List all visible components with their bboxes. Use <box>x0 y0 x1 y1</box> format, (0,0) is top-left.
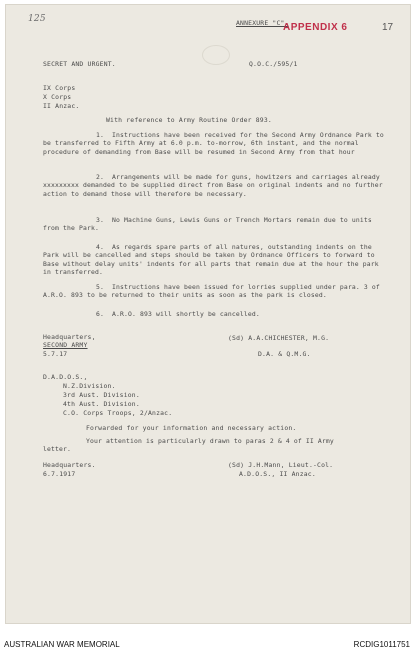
paragraph-2 <box>43 173 385 198</box>
sig2-date: 6.7.1917 <box>43 470 76 478</box>
hq-line-1: Headquarters, <box>43 333 96 341</box>
paragraph-4 <box>43 243 385 277</box>
paragraph-text: Arrangements will be made for guns, howitzers and carriages already xxxxxxxxx demanded to be supplied direct from Base on original indents and no further action to demand those will therefore be necessary. <box>43 173 383 198</box>
paragraph-5 <box>43 283 385 300</box>
embossed-stamp <box>202 45 230 65</box>
paragraph-3 <box>43 216 385 233</box>
page-number: 17 <box>382 22 394 33</box>
sig1-title: D.A. & Q.M.G. <box>258 350 311 358</box>
paragraph-text: A.R.O. 893 will shortly be cancelled. <box>112 310 260 318</box>
distribution-1: D.A.D.O.S., <box>43 373 88 381</box>
classification-text: SECRET AND URGENT. <box>43 60 116 68</box>
paragraph-6 <box>43 310 385 318</box>
reference-number: Q.O.C./595/1 <box>249 60 298 68</box>
hq-line-2: SECOND ARMY <box>43 341 88 349</box>
appendix-stamp: APPENDIX 6 <box>283 22 348 33</box>
sig1-date: 5.7.17 <box>43 350 68 358</box>
sig2-signed: (Sd) J.H.Mann, Lieut.-Col. <box>228 461 334 469</box>
sig2-hq: Headquarters. <box>43 461 96 469</box>
paragraph-number: 4. <box>96 243 104 251</box>
footer-catalogue-id: RCDIG1011751 <box>353 640 410 649</box>
annexure-heading: ANNEXURE "C". <box>236 19 289 27</box>
addressee-3: II Anzac. <box>43 102 80 110</box>
intro-line: With reference to Army Routine Order 893. <box>106 116 272 124</box>
paragraph-number: 2. <box>96 173 104 181</box>
paragraph-number: 3. <box>96 216 104 224</box>
attention-line: Your attention is particularly drawn to paras 2 & 4 of II Army letter. <box>43 437 334 454</box>
paragraph-number: 1. <box>96 131 104 139</box>
sig2-title: A.D.O.S., II Anzac. <box>239 470 316 478</box>
distribution-5: C.O. Corps Troops, 2/Anzac. <box>63 409 173 417</box>
paragraph-text: Instructions have been received for the Second Army Ordnance Park to be transferred to Fifth Army at 6.0 p.m. to-morrow, 6th instant, and the normal procedure of demanding from Base will be resumed in Second Army from that hour <box>43 131 384 156</box>
footer-institution: AUSTRALIAN WAR MEMORIAL <box>4 640 120 649</box>
paragraph-text: As regards spare parts of all natures, outstanding indents on the Park will be cancelled and steps should be taken by Ordnance Officers to forward to Base without delay units' indents for all parts that remain due at the hour the park in transferred. <box>43 243 379 277</box>
distribution-4: 4th Aust. Division. <box>63 400 140 408</box>
document-page <box>5 4 411 624</box>
forwarded-line: Forwarded for your information and necessary action. <box>86 424 297 432</box>
paragraph-number: 6. <box>96 310 104 318</box>
distribution-2: N.Z.Division. <box>63 382 116 390</box>
addressee-1: IX Corps <box>43 84 76 92</box>
paragraph-text: Instructions have been issued for lorries supplied under para. 3 of A.R.O. 893 to be returned to their units as soon as the park is closed. <box>43 283 380 300</box>
distribution-3: 3rd Aust. Division. <box>63 391 140 399</box>
paragraph-text: No Machine Guns, Lewis Guns or Trench Mortars remain due to units from the Park. <box>43 216 372 233</box>
footer-bar <box>0 633 416 654</box>
paragraph-1 <box>43 131 385 156</box>
addressee-2: X Corps <box>43 93 72 101</box>
handwritten-annotation: 125 <box>28 14 46 24</box>
sig1-signed: (Sd) A.A.CHICHESTER, M.G. <box>228 334 330 342</box>
paragraph-number: 5. <box>96 283 104 291</box>
